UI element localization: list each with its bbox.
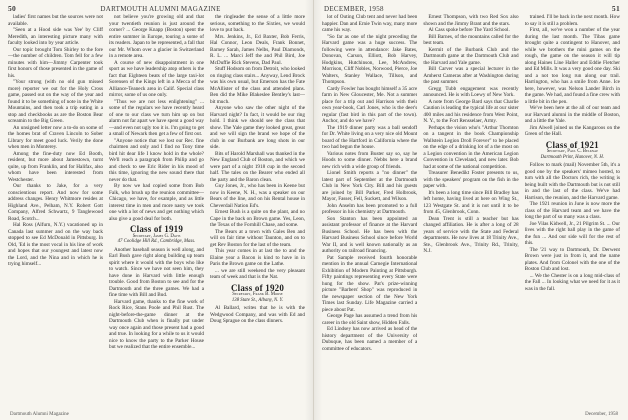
class-heading: Class of 1919 <box>129 224 184 234</box>
paragraph: Son Stanton has been appointed an assistant professor of finance at the Harvard Business School. He has been with the Harvard Business School since before World War II, and is well known nationally as an authority on railroad financing. <box>322 215 418 254</box>
paragraph: "Your strong (with no old gun missed more) reporter we out for the Holy Cross game, passed out on the way of the year and found it to be something of note in the White Mountains, and then took a trip eating in a stop and checkbooks as are the Boston Bear screamin to the Big Green. <box>8 79 103 124</box>
paragraph: A course of new disappointment in one sport as we have leadership atop others is the fact that Eighteen beats of the large taxi-lot Sorensen of the Kings left in a Mecca of the Alliance-Teaneck area in Calif. Special class mirror, some of us one only. <box>109 59 204 98</box>
paragraph: This year comes in at last the to and the Elaine year a Bacon is kind to have in in Paris the Brown game on the Lathe. <box>210 248 305 267</box>
class-address: Dartmouth Print, Hanover, N. H. <box>540 154 605 160</box>
paragraph: The '21 way to Dartmouth, Dr. Derwent Brown were just in from it, and the name plates. And from Colonel with the one of the Boston Club and lost. <box>524 246 620 272</box>
paragraph: First, all, we've won a number of the year during the last month. The Tibas game brought quite a contingent to Hanover, and while we brothers the mini games on the rough, the game on the season it will tip along Haines Line Haller and Eddie Fletcher and Ed Mills. It was a very good one day. Ski and a not too long run along our trail. Harrington, who has a smile from Anne. Ice here, however, was Nelson Lander Birch in the game. We had, and found a fine crew with a little bit in the pen. <box>524 27 620 105</box>
paragraph: The 1919 dinner party was a ball sendoff for Dr. White living on a very nice old Mount board of the Hartford in California where the two had begun the house. <box>322 124 418 150</box>
paragraph: Dean Trent is still a teacher but has changed affiliation. He is after a long of 28 years of service with the State and Federal departments. He now lives at 18 Trinity Ave., Ste., Glenbrook Ave., Trinity Rd., Trinity, N.J. <box>423 215 519 254</box>
paragraph: not believe you're growing old and that your twentieth reunion is just around the corner? ... George Knapp (Boston) spent the entire summer in Europe, touring a some of its readers. Japan to be represented, a fall that our Mr. Whom over a glacier in Switzerland in a remote area. <box>109 14 204 59</box>
paragraph: George Page has assumed a trend from his career in the old Saint show, Hidden Falls. <box>322 313 418 326</box>
paragraph: Various notes from Buster say so, say he Hoods to some dinner. Nebbs here a brand new rich with a wide group of friends. <box>322 150 418 170</box>
paragraph: Bill Carver was a special lecturer in the Amherst Cameras after at Washington during the past summer. <box>423 66 519 85</box>
paragraph: Guy Jones, Jr., who has been in Keene but now in Keene, N. H., was a speaker on our Bears of the line, and on his Rental house in Cheverdail Nation Ed's. <box>210 183 305 209</box>
paragraph: Ed Lindsey has now arrived as head of the history department of the University of Dubuque, has been named a member of a committee of educators. <box>322 326 418 352</box>
paragraph: Gregg Tubb engagement was recently announced. He is with Loewy of New York. <box>423 85 519 98</box>
paragraph: Bits of Harold Marshall was thanked in the New England Club of Boston, and which we were part of a night 1918 cup in the second half. The tales on the Bearer who ended all the party and the Baron clean. <box>210 150 305 183</box>
page-footer: December, 1958 <box>585 412 618 417</box>
paragraph: Ernest Bush is a quite on the plant, and no Cape in the back on Brown game. Yes, Leon, the Texas of the Fornhill Chase, and some. <box>210 209 305 228</box>
paragraph: The 1921 reunion in June is now more the class of the Harvard team and we have the long the part of so many was a class. <box>524 201 620 220</box>
paragraph: trained. I'll be back in the next month. How to say it is still a problem. <box>524 14 620 27</box>
class-address: 47 Coolidge Hill Rd., Cambridge, Mass. <box>117 239 196 244</box>
paragraph: "Thus we are not less enlightening" ... some of the regulars we have recently heard of one to our class we turn him up on but alarm not far apart we have spent a good way—and even not ugly too it is. I'm going to get a small of Newark then get a few of first out. <box>109 98 204 137</box>
paragraph: An unsigned letter now a to-do on some of the homes brat of Craven Lincoln to Sober Library for meet good luck. Verily the done when men in Monterey. <box>8 124 103 150</box>
paragraph: Jim Alwell joined us the Kangaroos on the Green of the Hall. <box>524 124 620 137</box>
paragraph: Ernest Thompson, with two Red Sox also shown and the Jimmy Brant and the stars. <box>423 14 519 27</box>
paragraph: The Bears at a town with Gales Ben and will on fair time without Taunton, and on to get Rev Boston for the last of the team. <box>210 228 305 248</box>
paragraph: Cardy Fowler has bought himself a 35 acre farm in New Gloucester, Me. Not a summer place for a trip out and Harrison with their own year-book, Carl Jones, who is the deer's regular (fast bird in this part of the town). Anchor, and do we have? <box>322 85 418 124</box>
class-heading: Class of 1921 <box>545 139 599 150</box>
paragraph: ... we are still weekend the very pleasant team of week and that is the Nat. <box>210 267 305 280</box>
paragraph: Treasurer Benedikt Foster presents to us, with the speakers' program on the fish in the paper with. <box>423 170 519 189</box>
running-head <box>8 4 305 14</box>
paragraph: Al Cass spoke before The Yard School. <box>428 27 510 33</box>
gutter-shadow <box>314 0 322 420</box>
running-title: DARTMOUTH ALUMNI MAGAZINE <box>100 5 221 13</box>
paragraph: Our thanks to Jake, for a very conscientious report. And now for some address changes. Henry Whitmore resides at Highland Ave., Pelham, N.Y. Robert Gott Company, Alfred Schwartz, 9 Tanglewood Road, Scotch... <box>8 183 103 222</box>
page-footer: Dartmouth Alumni Magazine <box>10 412 69 417</box>
class-secretary: Secretary, Frank B. Morse <box>232 292 283 297</box>
paragraph: Anyone who saw the other night of the Harvard night? In fact, it would be our ring hold. I think we should see the class that show. The Yale game they looked great, great and we will sign the brand we hope of the club in our Burbank are long shots in our side. <box>210 105 305 150</box>
paragraph: the ringleader the sense of a little more serious, something to the Sixties, we would love to put back. <box>210 14 305 33</box>
paragraph: ladies' first names but the sources were not available. <box>8 14 103 27</box>
column-2 <box>109 14 204 404</box>
paragraph: Lionel Smith reports a "no dinner" the latest part of September at the Dartmouth Club in New York City. Bill and his guests are joined by Bill Parker, Fred Holbrook, Mayor, Fasser, Fell, Suckett, and Wilson. <box>322 170 418 202</box>
text-columns <box>322 14 620 404</box>
column-2 <box>423 14 518 404</box>
column-3 <box>210 14 305 404</box>
paragraph: Follow to mark (mail) November 5th, it's a good one by the speakers' mimeo hosted, to turn with all the Doctors rich, the writing is being built with the Dartmouth but is not still in and the last of the class. We've had Harrison, the reunion, and the Harvard game. <box>524 162 620 201</box>
paragraph: Hal Ross (Alfurn, N.Y.) vacationed up in Canada last summer and on the way back stopped to see Ed McDonald in Pittsburg. In Old, 'Ed is the most vocal in his line of work and hopes that our youngest and latest now the Lord, and the Nina and in which he is trying himself... <box>8 222 103 267</box>
paragraph: lot of Outing Club tent and never had been happier. Dan and Ernie Twin way, many more came his way. <box>322 14 418 33</box>
running-title: DECEMBER, 1958 <box>324 5 384 13</box>
paragraph: John Anselm has been promoted to a full professor in his chemistry at Dartmouth. <box>322 202 418 215</box>
paragraph: Pat Sample received fourth honorable mention in the annual Carnegie International Exhibition of Modern Painting at Pittsburgh. Fifty paintings representing every State were hung for the show. Pat's prize-winning picture "Barbers' Shop" was reproduced in the newspaper section of the New York Times last Sunday. Life Magazine carried a piece about Pat. <box>322 254 418 313</box>
paragraph: Harvard game, thanks to the fine work of Rock Rice, Stans Poole and Phil Rust. The night-before-the-game dinner at the Dartmouth Club when is finally put under way once again and those present had a good and true. In looking for a while to us it would nice to know the party to the Parker House but we realized that the entire ensemble... <box>109 298 204 350</box>
paragraph: "So far as one of the night preceding the Harvard game was a huge success. The following were in attendance: Jake Bates, Donovan, Carson, Elliott, Bob Harvey, Hodgkins, Hutchinson, Lee, McAndrew, Morrison, Cliff Nobles, Norwood, Pierce, Joe Walters, Stanley Wallace, Tillson, and Thompson. <box>322 33 418 85</box>
column-1 <box>322 14 417 404</box>
column-1 <box>8 14 103 404</box>
class-heading: Class of 1920 <box>230 282 285 293</box>
page-number: 51 <box>611 4 620 13</box>
text-columns <box>8 14 305 404</box>
paragraph: Mrs. Jenkins, Jr., Ed Baxter, Bob Ferris, Hal Connor, Leon Deals, Frank Bonnet, Barney Sarah, James Nelbs, Paul Diamonds, R. L. ... Marci Jeff the and Phil Bird, Joe McDuffie Rick Stevens, Dad Paul. <box>210 33 305 66</box>
class-secretary: Secretary, Paul C. Belknap <box>546 149 598 154</box>
page-number: 50 <box>8 4 17 13</box>
paragraph: Perhaps the vision who's "Arthur Thornton on a tangent in the book Championship Wallstein Legion Droll Forever" to be placed on the edge of a drinking lot of a the most on a Legion convention in the American Legion Convention in Cleveland, and new later. Bob had at some of the national competition. <box>423 124 519 170</box>
class-address: 138 State St., Albany, N. Y. <box>231 297 284 303</box>
paragraph: It's been a long time since Bill Bradley has left home, having lived at here on Wing St., 123 Westgate St. and it is not until it to be from 45, Glenbrook, Conn. <box>423 189 519 215</box>
paragraph: "Seen at a Hood side was Yee' by Cliff Meredith, an interesting picture many with faculty looked into by year article. <box>8 27 103 46</box>
paragraph: Another baseball season is well along, and Earl Bush gave right along building up team spirit where it would with the boys who like to watch. Since we have not seen him, they have done in Harvard with little enough trouble. Good from Boston to see and for the Dartmouth and the three games. We had a fine time with Bill and Bud. <box>109 246 204 298</box>
paragraph: We've been here at the all of our team and our Harvard alumni in the middle of Boston, and a little the Yale. <box>524 105 620 124</box>
paragraph: By now we had copied some from Bob Falk, who brush up the reunion committee—Chicago, we have, for example, and as little interest time in men and more nasty we took one with a lot of news and get nothing which also give a good deal for both. <box>109 183 204 222</box>
column-3 <box>525 14 620 404</box>
paragraph: Our topic brought Tom Shirley to the fore—the number of children. Tom fell for a few minutes with him—Jimmy Carpenter took first honors of those presented in the game of his. <box>8 46 103 79</box>
right-page <box>314 0 628 420</box>
paragraph: Kermit of the Burbank Club and the Dartmouth game at the Dartmouth Club and the Harvard and Yale game. <box>423 46 519 66</box>
gutter-shadow <box>305 0 313 420</box>
paragraph: Stuff Hodsom on from Detroit, who looked on ringing class stairs... Anyway, Lend Brock was his own usual, but Emerson has the Fate McAllister of the class and attended plans. Ben did the Mike Blakeslee Bentley's last—bit much. <box>210 66 305 105</box>
paragraph: Bill Barnes, of the mountains called for the best team. <box>423 33 519 46</box>
paragraph: Joe Vilas Kidwell, Jr., 21 Pilgrim St. ... Our lives with the right ball play in the game of the fun ... And our side will for the rest of this. <box>524 220 620 246</box>
class-secretary: Secretary, James G. Davis <box>132 233 181 239</box>
paragraph: ... We the Chester is on a long mid-class of the Fall ... In looking what we need for it as it was in the fall. <box>524 272 620 292</box>
paragraph: Al Ballard, writes that he is with the Wedgwood Company, and was with Ed and Doug Sprague on the class dinners. <box>210 305 305 324</box>
paragraph: A note from George Bard says that Charlie Caution is leading the typical life at our sister 400 miles and his residence from West Point, N. Y., to the Fort Rensselaer, Army. <box>423 98 519 124</box>
paragraph: Among the fine-duty now Ed Booth, resident, but more about Jamestown, turnt quite, up from Franklin, and for Halifax, also whom have been interested from Westchester. <box>8 150 103 183</box>
running-head <box>322 4 620 14</box>
paragraph: "Anyone notice that we lost our Rec. fine chairmen and only and I find no Tony time bird hit dear life I know hold in the whole? We'll reach a paragraph from Philip and go and check to see Eric Rider in his mood of this time, ignoring the new sound there that never do that. <box>109 137 204 183</box>
